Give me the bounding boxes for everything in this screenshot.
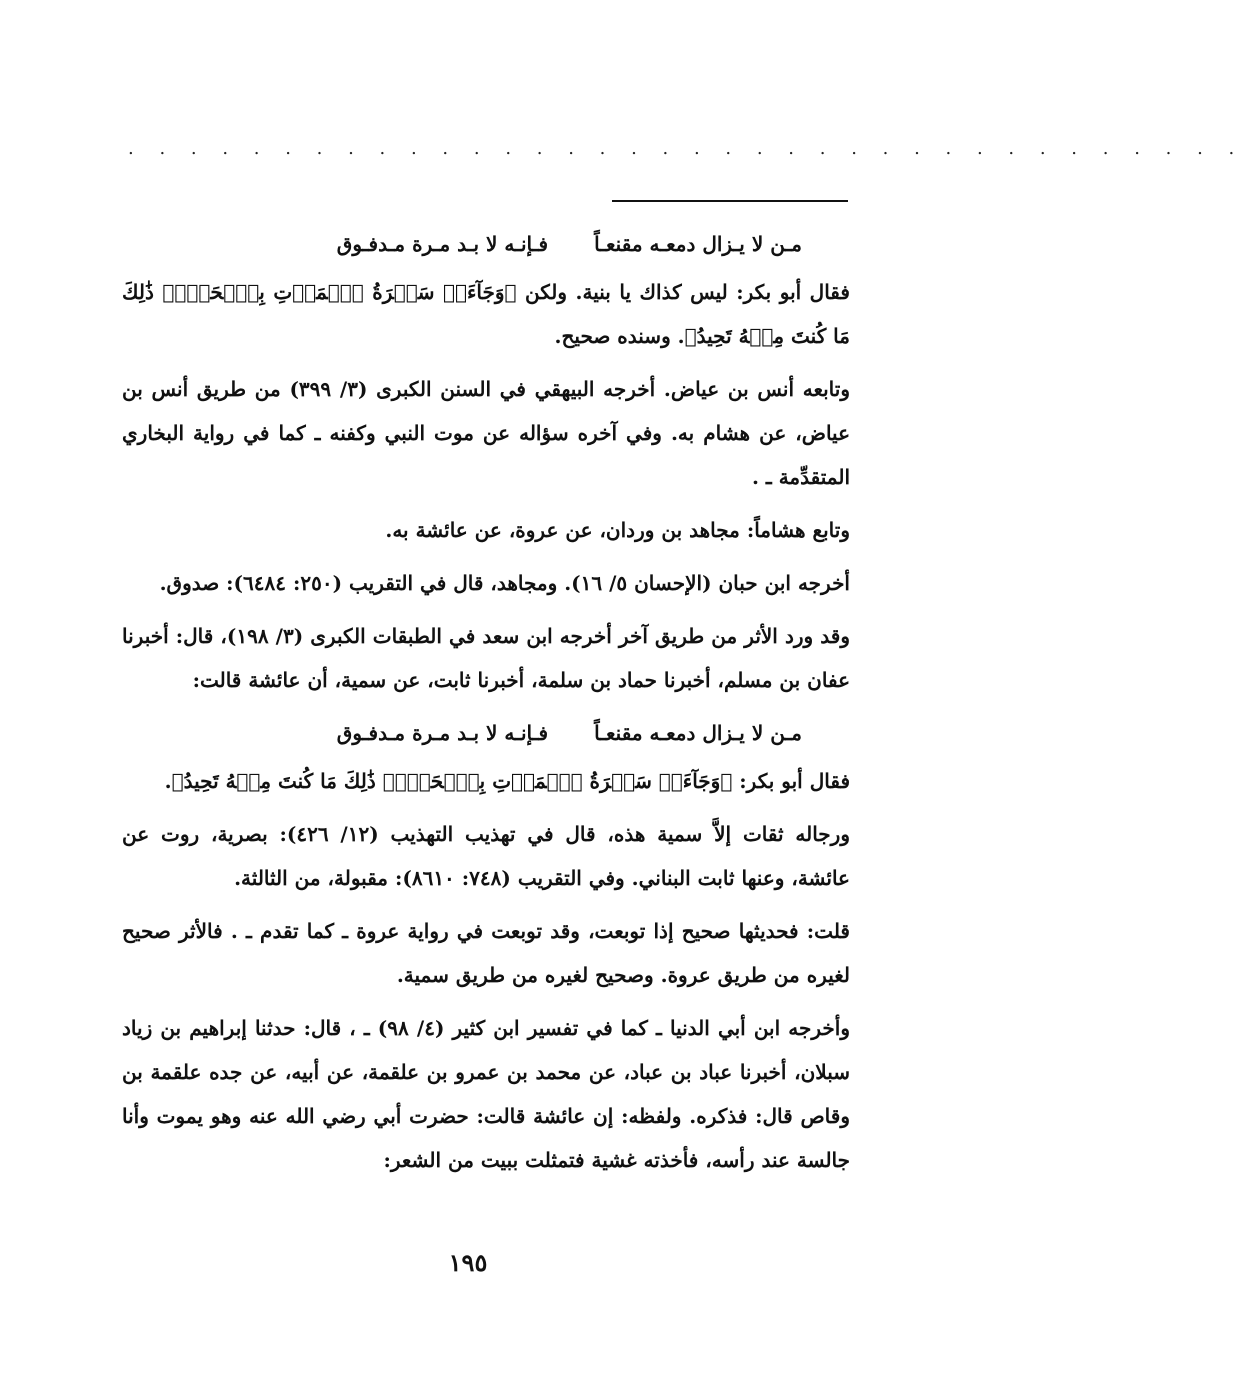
verse-hemistich-right: مـن لا يـزال دمعـه مقنعـاً: [594, 232, 802, 256]
paragraph-ibn-saad: وقد ورد الأثر من طريق آخر أخرجه ابن سعد في الطبقات الكبرى (٣/ ١٩٨)، قال: أخبرنا عفان بن مسلم، أخبرنا حماد بن سلمة، أخبرنا ثابت، عن سمية، أن عائشة قالت:: [122, 624, 850, 692]
poetry-verse: [122, 711, 850, 755]
paragraph-ibn-abi-dunya: وأخرجه ابن أبي الدنيا ـ كما في تفسير ابن كثير (٤/ ٩٨) ـ ، قال: حدثنا إبراهيم بن زياد سبلان، أخبرنا عباد بن عباد، عن محمد بن عمرو بن علقمة، عن أبيه، عن جده علقمة بن وقاص قال: فذكره. ولفظه: إن عائشة قالت: حضرت أبي رضي الله عنه وهو يموت وأنا جالسة عند رأسه، فأخذته غشية فتمثلت ببيت من الشعر:: [122, 1016, 850, 1172]
page-number: ١٩٥: [448, 1248, 488, 1277]
footnote-rule: [612, 200, 848, 202]
main-text: [122, 222, 850, 1191]
paragraph-abu-bakr-reply: فقال أبو بكر: ليس كذاك يا بنية. ولكن ﴿وَجَآءَتۡ سَكۡرَةُ ٱلۡمَوۡتِ بِٱلۡحَقِّۖ ذَٰلِكَ مَا كُنتَ مِنۡهُ تَحِيدُ﴾. وسنده صحيح.: [122, 280, 850, 348]
separator-dots: . . . . . . . . . . . . . . . . . . . . . . . . . . . . . . . . . . . .: [128, 138, 1244, 159]
poetry-verse: [122, 222, 850, 266]
paragraph-mujahid-follow: وتابع هشاماً: مجاهد بن وردان، عن عروة، عن عائشة به.: [385, 518, 850, 542]
verse-hemistich-left: فـإنـه لا بـد مـرة مـدفـوق: [336, 721, 549, 745]
verse-hemistich-right: مـن لا يـزال دمعـه مقنعـاً: [594, 721, 802, 745]
paragraph-ibn-hibban: أخرجه ابن حبان (الإحسان ٥/ ١٦). ومجاهد، قال في التقريب (٢٥٠: ٦٤٨٤): صدوق.: [159, 571, 850, 595]
paragraph-quran-quote: فقال أبو بكر: ﴿وَجَآءَتۡ سَكۡرَةُ ٱلۡمَوۡتِ بِٱلۡحَقِّۖ ذَٰلِكَ مَا كُنتَ مِنۡهُ تَحِيدُ﴾.: [164, 769, 850, 793]
paragraph-anas-ibn-iyad: وتابعه أنس بن عياض. أخرجه البيهقي في السنن الكبرى (٣/ ٣٩٩) من طريق أنس بن عياض، عن هشام به. وفي آخره سؤاله عن موت النبي وكفنه ـ كما في رواية البخاري المتقدِّمة ـ .: [122, 377, 851, 489]
paragraph-author-verdict: قلت: فحديثها صحيح إذا توبعت، وقد توبعت في رواية عروة ـ كما تقدم ـ . فالأثر صحيح لغيره من طريق عروة. وصحيح لغيره من طريق سمية.: [122, 919, 850, 987]
paragraph-narrators-grading: ورجاله ثقات إلاَّ سمية هذه، قال في تهذيب التهذيب (١٢/ ٤٢٦): بصرية، روت عن عائشة، وعنها ثابت البناني. وفي التقريب (٧٤٨: ٨٦١٠): مقبولة، من الثالثة.: [122, 822, 850, 890]
verse-hemistich-left: فـإنـه لا بـد مـرة مـدفـوق: [336, 232, 549, 256]
